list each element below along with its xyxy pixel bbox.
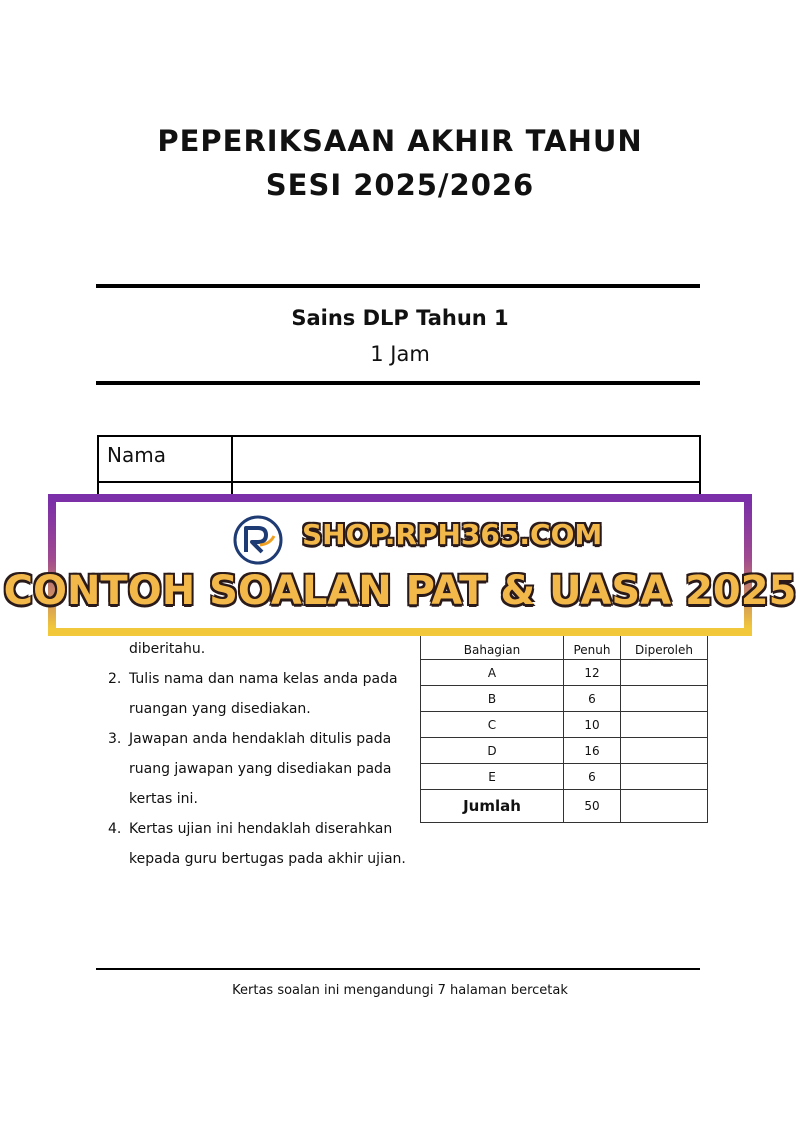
instruction-text: ruangan yang disediakan. (129, 701, 311, 717)
instruction-text: Tulis nama dan nama kelas anda pada (129, 671, 398, 687)
instruction-list (108, 634, 408, 874)
shop-url-link[interactable]: SHOP.RPH365.COM (302, 518, 603, 551)
obtained-cell[interactable] (621, 764, 708, 790)
section-cell: A (421, 660, 564, 686)
full-mark-cell: 12 (564, 660, 621, 686)
total-obtained-cell[interactable] (621, 790, 708, 823)
name-box-divider (231, 437, 233, 481)
instruction-number (108, 694, 129, 724)
list-item (108, 814, 408, 844)
promo-banner[interactable] (48, 494, 752, 636)
divider-top (96, 284, 700, 288)
obtained-cell[interactable] (621, 660, 708, 686)
divider-bottom (96, 968, 700, 970)
obtained-cell[interactable] (621, 686, 708, 712)
instruction-number (108, 634, 129, 664)
table-row (421, 764, 708, 790)
header-full: Penuh (564, 627, 621, 660)
score-table (420, 626, 708, 823)
instruction-number: 4. (108, 821, 122, 837)
instruction-text: diberitahu. (129, 641, 206, 657)
promo-headline: CONTOH SOALAN PAT & UASA 2025 (3, 568, 797, 614)
list-item (108, 694, 408, 724)
exam-title: PEPERIKSAAN AKHIR TAHUN (157, 124, 643, 158)
full-mark-cell: 6 (564, 686, 621, 712)
instruction-text: kertas ini. (129, 791, 198, 807)
name-label: Nama (107, 443, 166, 467)
instruction-number: 2. (108, 671, 122, 687)
table-row (421, 660, 708, 686)
student-name-box (97, 435, 701, 483)
instruction-text: kepada guru bertugas pada akhir ujian. (129, 851, 406, 867)
obtained-cell[interactable] (621, 712, 708, 738)
instruction-number: 3. (108, 731, 122, 747)
section-cell: E (421, 764, 564, 790)
exam-duration: 1 Jam (370, 342, 430, 366)
table-row (421, 712, 708, 738)
instruction-number (108, 844, 129, 874)
list-item (108, 754, 408, 784)
list-item (108, 634, 408, 664)
rph365-logo-icon (232, 514, 284, 566)
full-mark-cell: 16 (564, 738, 621, 764)
list-item (108, 724, 408, 754)
instruction-text: Kertas ujian ini hendaklah diserahkan (129, 821, 393, 837)
instruction-text: ruang jawapan yang disediakan pada (129, 761, 392, 777)
list-item (108, 844, 408, 874)
table-row (421, 738, 708, 764)
instruction-number (108, 754, 129, 784)
divider-middle (96, 381, 700, 385)
instruction-text: Jawapan anda hendaklah ditulis pada (129, 731, 392, 747)
full-mark-cell: 10 (564, 712, 621, 738)
section-cell: B (421, 686, 564, 712)
exam-session: SESI 2025/2026 (265, 168, 535, 202)
instruction-number (108, 784, 129, 814)
obtained-cell[interactable] (621, 738, 708, 764)
total-label: Jumlah (421, 790, 564, 823)
list-item (108, 664, 408, 694)
header-obtained: Diperoleh (621, 627, 708, 660)
full-mark-cell: 6 (564, 764, 621, 790)
page-count-note: Kertas soalan ini mengandungi 7 halaman bercetak (232, 983, 568, 998)
section-cell: D (421, 738, 564, 764)
section-cell: C (421, 712, 564, 738)
total-row (421, 790, 708, 823)
list-item (108, 784, 408, 814)
subject-name: Sains DLP Tahun 1 (291, 306, 509, 330)
table-row (421, 686, 708, 712)
total-full-mark: 50 (564, 790, 621, 823)
header-section: Bahagian (421, 627, 564, 660)
